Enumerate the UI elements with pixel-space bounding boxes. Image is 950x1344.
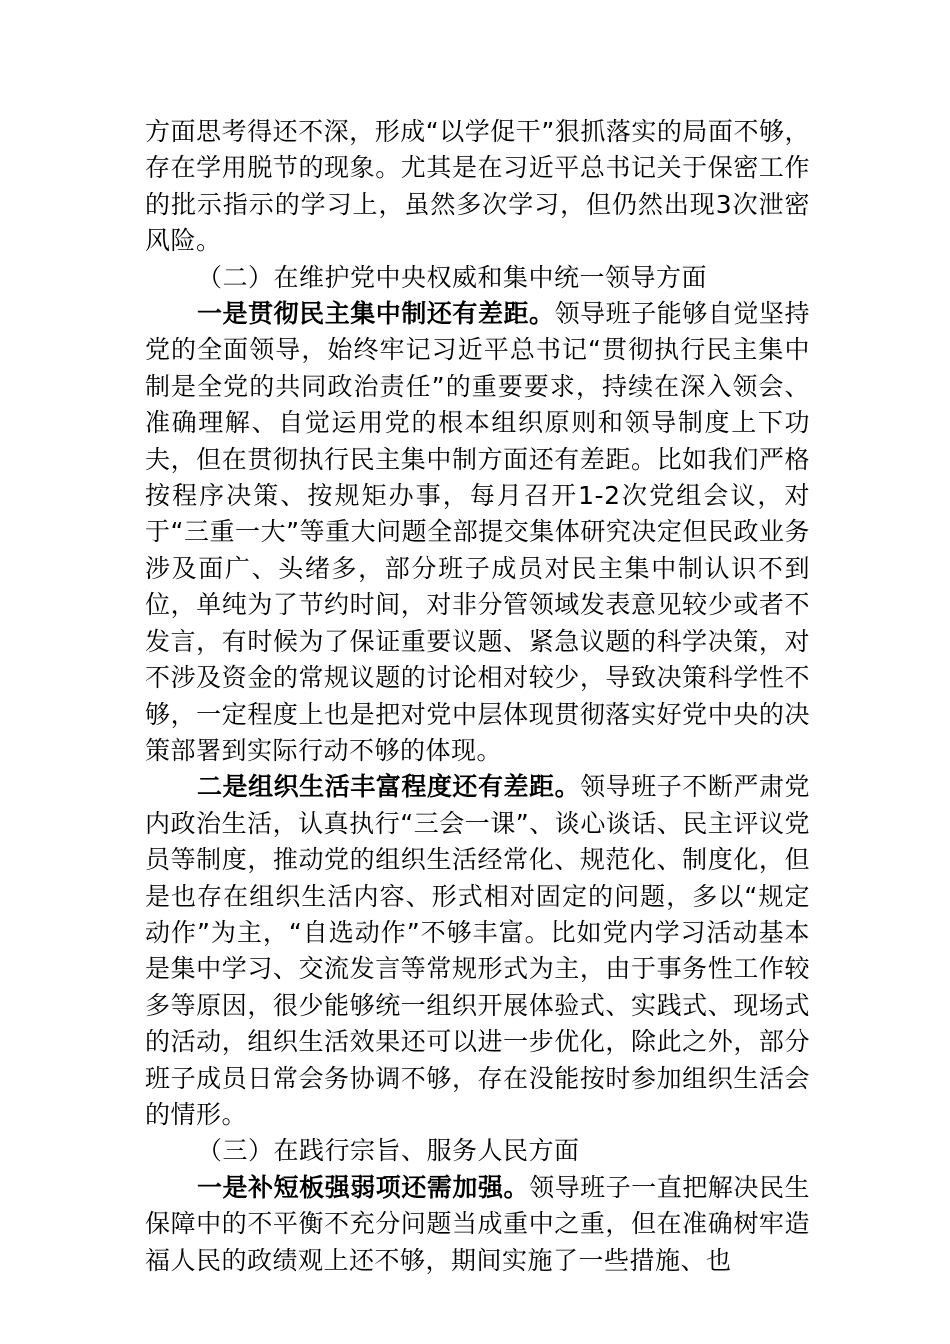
section-heading-text: （二）在维护党中央权威和集中统一领导方面 — [197, 262, 708, 292]
section-heading-3 — [145, 1133, 810, 1169]
section-heading-2 — [145, 260, 810, 296]
paragraph-text: 方面思考得还不深，形成“以学促干”狠抓落实的局面不够，存在学用脱节的现象。尤其是在习近平总书记关于保密工作的批示指示的学习上，虽然多次学习，但仍然出现3次泄密风险。 — [145, 117, 810, 256]
paragraph-shortcomings — [145, 1170, 810, 1279]
paragraph-organizational-life — [145, 769, 810, 1133]
paragraph-text: 领导班子不断严肃党内政治生活，认真执行“三会一课”、谈心谈话、民主评议党员等制度，推动党的组织生活经常化、规范化、制度化，但是也存在组织生活内容、形式相对固定的问题，多以“规定动作”为主，“自选动作”不够丰富。比如党内学习活动基本是集中学习、交流发言等常规形式为主，由于事务性工作较多等原因，很少能够统一组织开展体验式、实践式、现场式的活动，组织生活效果还可以进一步优化，除此之外，部分班子成员日常会务协调不够，存在没能按时参加组织生活会的情形。 — [145, 772, 810, 1129]
paragraph-democratic-centralism — [145, 296, 810, 769]
document-body — [145, 114, 810, 1279]
paragraph-lead: 一是贯彻民主集中制还有差距。 — [197, 299, 555, 329]
paragraph-lead: 一是补短板强弱项还需加强。 — [197, 1172, 530, 1202]
paragraph-continuation — [145, 114, 810, 260]
paragraph-text: 领导班子一直把解决民生保障中的不平衡不充分问题当成重中之重，但在准确树牢造福人民的政绩观上还不够，期间实施了一些措施、也 — [145, 1172, 810, 1275]
section-heading-text: （三）在践行宗旨、服务人民方面 — [197, 1136, 580, 1166]
paragraph-lead: 二是组织生活丰富程度还有差距。 — [197, 772, 581, 802]
paragraph-text: 领导班子能够自觉坚持党的全面领导，始终牢记习近平总书记“贯彻执行民主集中制是全党的共同政治责任”的重要要求，持续在深入领会、准确理解、自觉运用党的根本组织原则和领导制度上下功夫，但在贯彻执行民主集中制方面还有差距。比如我们严格按程序决策、按规矩办事，每月召开1-2次党组会议，对于“三重一大”等重大问题全部提交集体研究决定但民政业务涉及面广、头绪多，部分班子成员对民主集中制认识不到位，单纯为了节约时间，对非分管领域发表意见较少或者不发言，有时候为了保证重要议题、紧急议题的科学决策，对不涉及资金的常规议题的讨论相对较少，导致决策科学性不够，一定程度上也是把对党中层体现贯彻落实好党中央的决策部署到实际行动不够的体现。 — [145, 299, 810, 765]
